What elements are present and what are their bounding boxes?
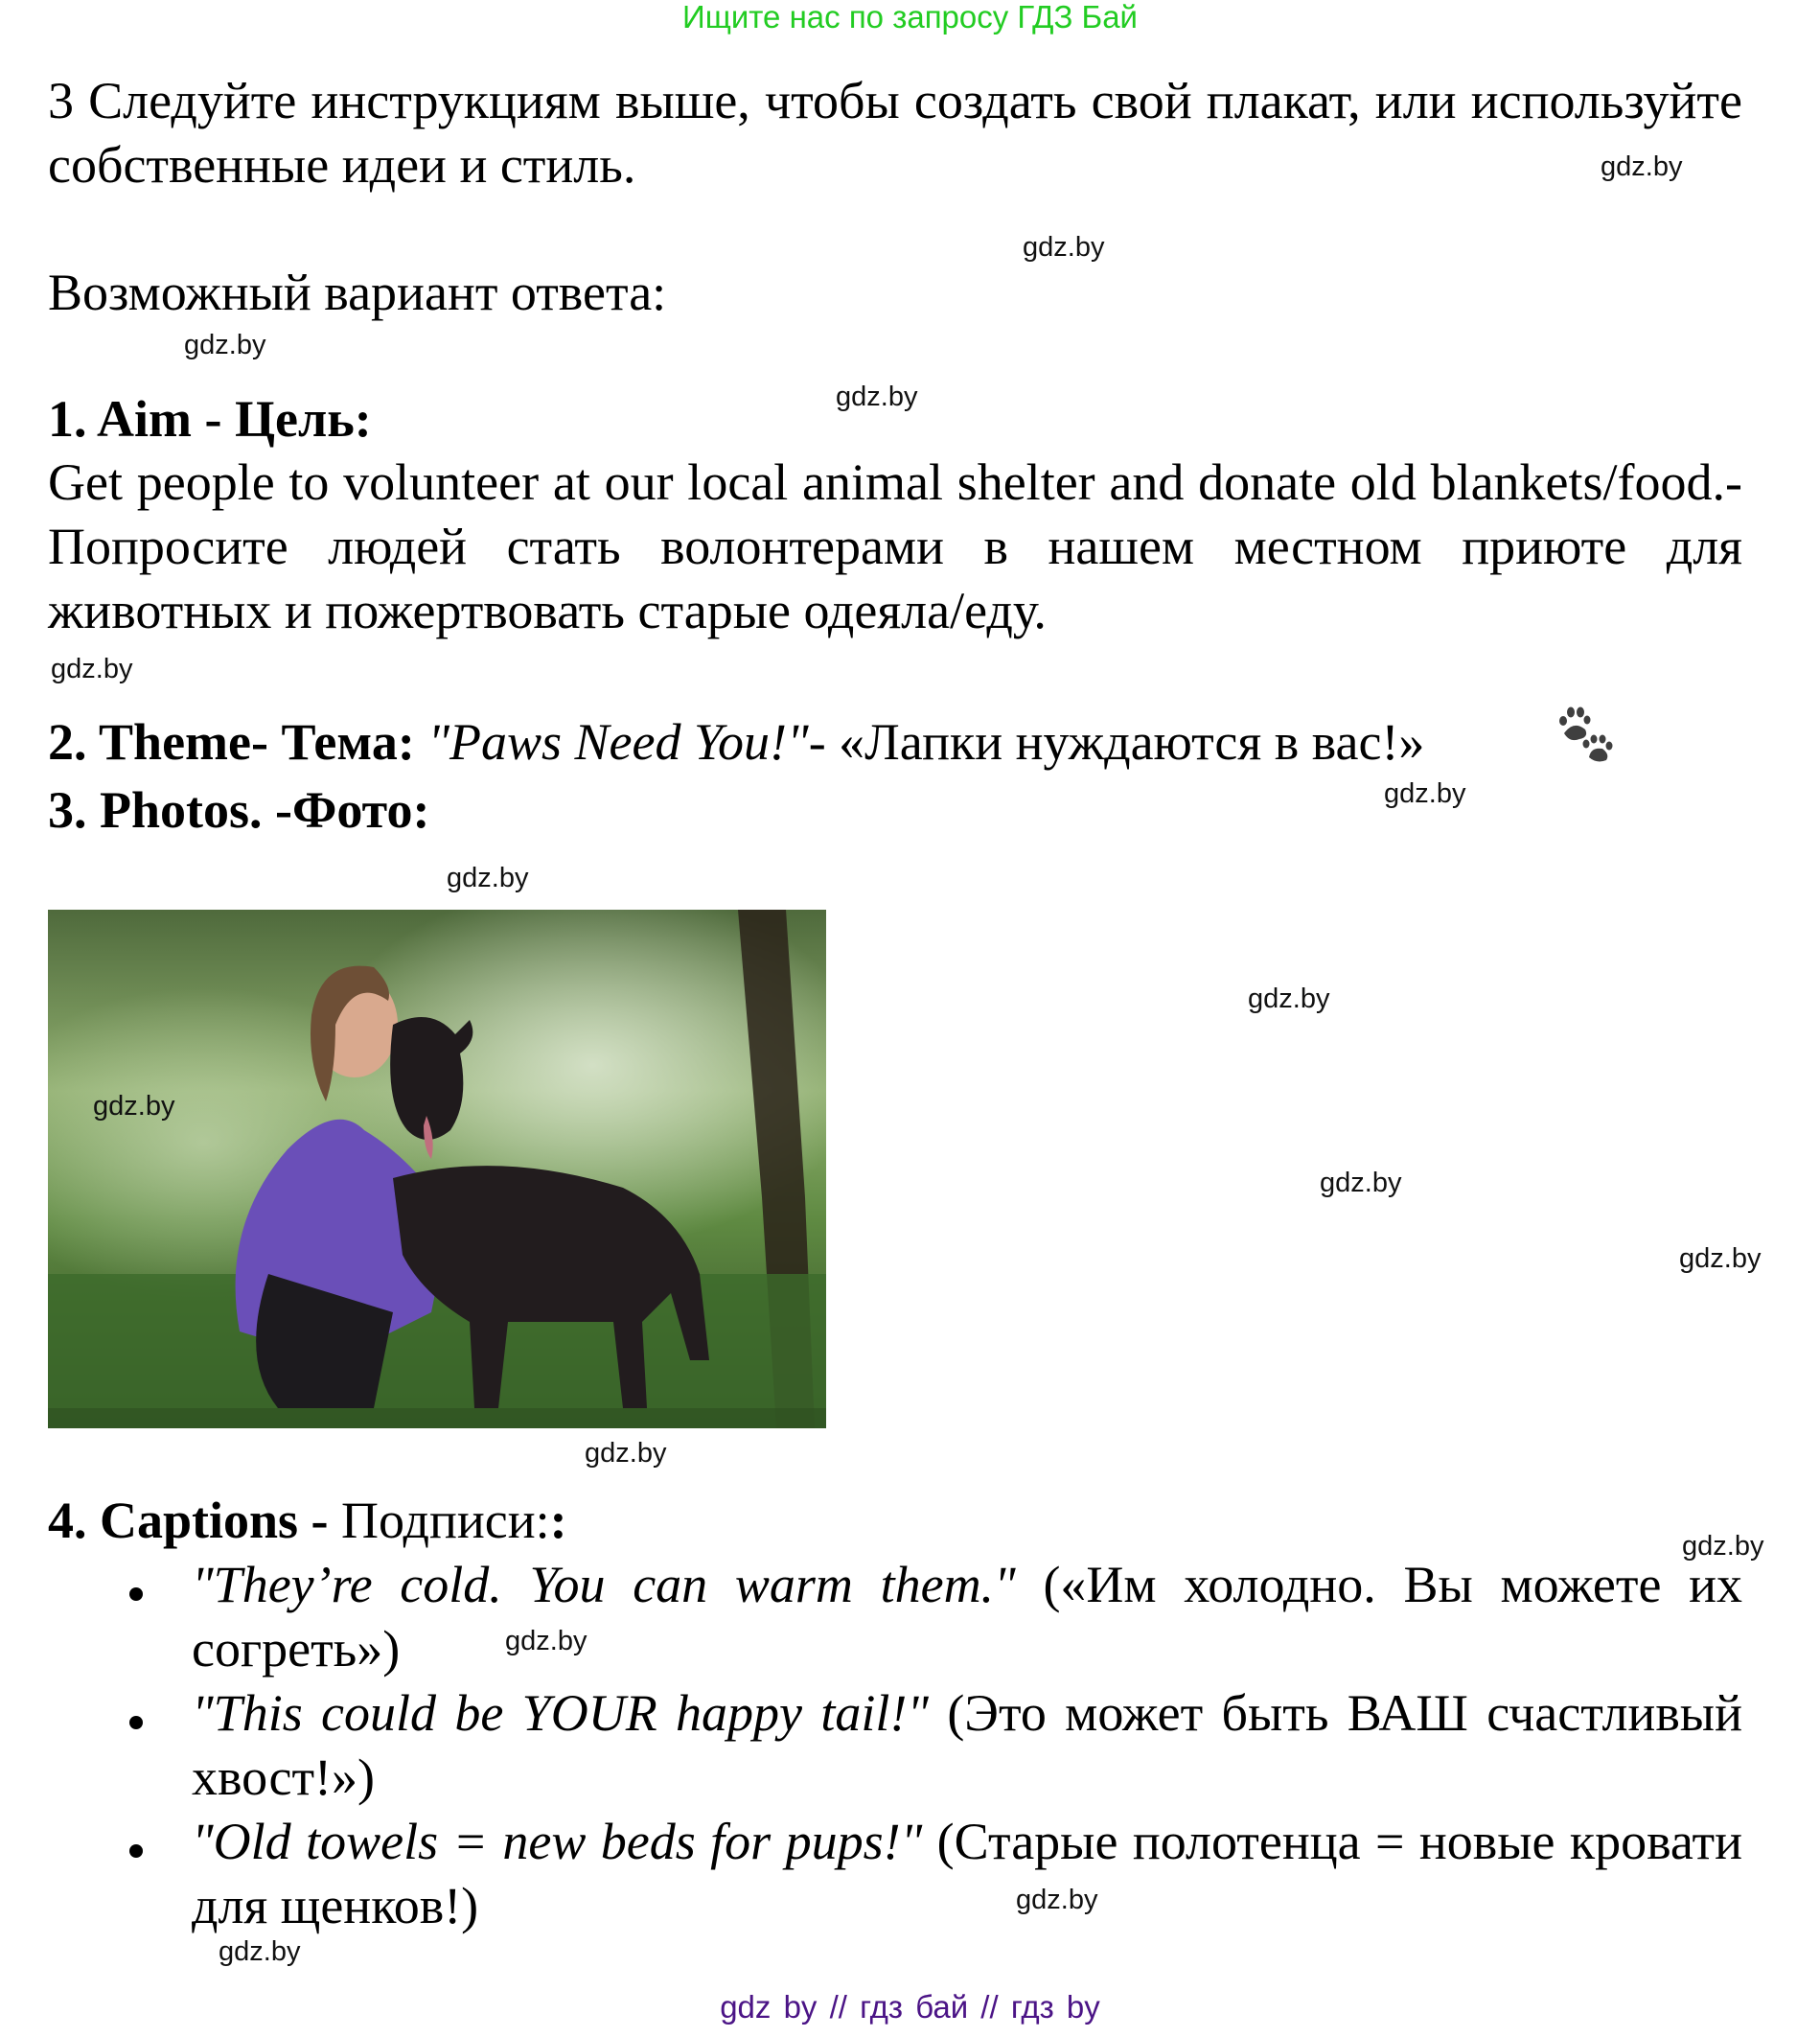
caption-ru: («Им холодно. Вы можете их согреть»)	[192, 1556, 1742, 1678]
watermark: gdz.by	[51, 654, 133, 684]
watermark: gdz.by	[1248, 984, 1330, 1014]
watermark: gdz.by	[585, 1438, 667, 1469]
watermark: gdz.by	[93, 1091, 175, 1122]
photos-heading-label: 3. Photos. -Фото:	[48, 781, 430, 839]
bullet-icon	[129, 1587, 143, 1601]
watermark: gdz.by	[1023, 232, 1105, 263]
watermark: gdz.by	[184, 330, 266, 360]
photos-heading	[48, 778, 429, 843]
watermark: gdz.by	[1601, 151, 1683, 182]
theme-translation: - «Лапки нуждаются в вас!»	[808, 713, 1425, 771]
caption-en: "They’re cold. You can warm them."	[192, 1556, 1016, 1613]
theme-heading: 2. Theme- Тема:	[48, 713, 415, 771]
task-text: 3 Следуйте инструкциям выше, чтобы создать свой плакат, или используйте собственные идеи и стиль.	[48, 72, 1742, 194]
footer-links: gdz by // гдз бай // гдз by	[720, 1989, 1100, 2025]
caption-ru: (Старые полотенца = новые кровати для щенков!)	[192, 1813, 1743, 1934]
watermark: gdz.by	[836, 382, 918, 412]
photo-woman-with-dog	[48, 910, 826, 1428]
paw-prints-icon	[1555, 705, 1616, 762]
watermark: gdz.by	[1320, 1168, 1402, 1198]
aim-heading-label: 1. Aim - Цель:	[48, 390, 372, 448]
theme-line	[48, 710, 1424, 775]
watermark: gdz.by	[1016, 1885, 1098, 1915]
site-banner: Ищите нас по запросу ГДЗ Бай	[682, 0, 1138, 35]
aim-heading	[48, 387, 372, 451]
captions-heading-rest: Подписи:	[328, 1492, 550, 1549]
caption-item	[48, 1810, 1742, 1938]
watermark: gdz.by	[447, 863, 529, 893]
theme-quote: "Paws Need You!"	[427, 713, 809, 771]
bullet-icon	[129, 1844, 143, 1858]
watermark: gdz.by	[505, 1626, 587, 1656]
watermark: gdz.by	[1384, 778, 1466, 809]
bullet-icon	[129, 1716, 143, 1729]
answer-intro: Возможный вариант ответа:	[48, 264, 667, 321]
caption-en: "This could be YOUR happy tail!"	[192, 1684, 929, 1742]
caption-ru: (Это может быть ВАШ счастливый хвост!»)	[192, 1684, 1742, 1806]
watermark: gdz.by	[1679, 1243, 1762, 1274]
caption-item	[48, 1553, 1742, 1681]
caption-en: "Old towels = new beds for pups!"	[192, 1813, 923, 1870]
watermark: gdz.by	[219, 1936, 301, 1967]
watermark: gdz.by	[1682, 1531, 1764, 1562]
captions-heading: 4. Captions - Подписи::	[48, 1492, 567, 1549]
caption-item	[48, 1681, 1742, 1810]
captions-heading-bold: 4. Captions -	[48, 1492, 329, 1549]
aim-text: Get people to volunteer at our local animal shelter and donate old blankets/food.- Попросите людей стать волонтерами в нашем местном приюте для животных и пожертвовать старые одеяла/еду.	[48, 453, 1742, 639]
